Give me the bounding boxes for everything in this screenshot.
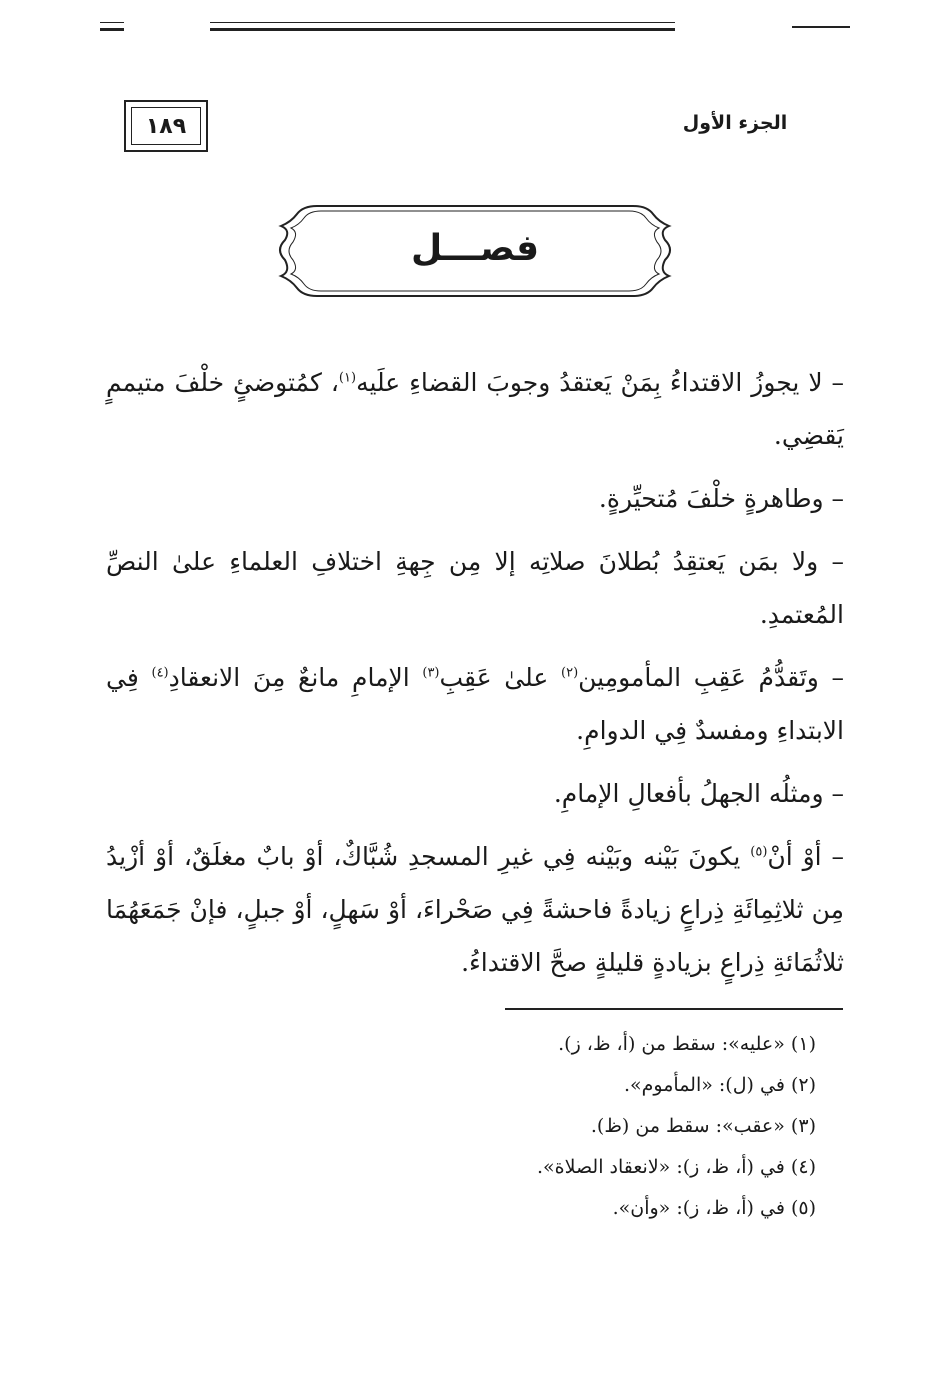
paragraph-text: – ومثلُه الجهلُ بأفعالِ الإمامِ.	[553, 779, 844, 808]
footnote: (٥) في (أ، ظ، ز): «وأن».	[612, 1197, 816, 1219]
paragraph-text: الإمامِ مانعٌ مِنَ الانعقادِ	[168, 663, 423, 692]
header-rule-middle-thin	[210, 22, 675, 23]
paragraph-text: يكونَ بَيْنه وبَيْنه فِي غيرِ المسجدِ شُبَّاكٌ، أوْ بابٌ مغلَقٌ، أوْ أزْيدُ مِن ثلاثِمِائَةِ ذِراعٍ زيادةً فاحشةً فِي صَحْراءَ، أوْ سَهلٍ، أوْ جبلٍ، فإنْ جَمَعَهُمَا ثلاثُمَائةِ ذِراعٍ بزيادةٍ قليلةٍ صحَّ الاقتداءُ.	[106, 842, 844, 977]
paragraph-text: – لا يجوزُ الاقتداءُ بِمَنْ يَعتقدُ وجوبَ القضاءِ علَيه	[356, 368, 845, 397]
footnote-marker: (٤)	[151, 665, 169, 681]
paragraph-text: ، كمُتوضئٍ خلْفَ متيممٍ يَقضِي.	[106, 368, 844, 450]
header-rule-left-thin	[100, 22, 124, 23]
page-number: ١٨٩	[131, 107, 201, 145]
page-number-box	[124, 100, 208, 152]
paragraph-text: – وتَقدُّمُ عَقِبِ المأمومِين	[578, 663, 844, 692]
paragraph-text: – أوْ أنْ	[767, 842, 845, 871]
paragraph	[106, 535, 844, 641]
paragraph	[106, 356, 844, 462]
header-rule-right	[792, 26, 850, 28]
paragraph-text: – وطاهرةٍ خلْفَ مُتحيِّرةٍ.	[598, 484, 844, 513]
footnote-marker: (١)	[338, 370, 357, 386]
paragraph-text: فِي الابتداءِ ومفسدٌ فِي الدوامِ.	[106, 663, 844, 745]
footnotes	[300, 1024, 816, 1229]
footnote-marker: (٢)	[561, 665, 579, 681]
running-title: الجزء الأول	[682, 112, 788, 134]
header-rule-left-thick	[100, 28, 124, 31]
footnote-separator	[505, 1008, 843, 1010]
main-text	[106, 356, 844, 999]
section-title: فصـــل	[410, 228, 540, 269]
footnote: (١) «عليه»: سقط من (أ، ظ، ز).	[558, 1033, 816, 1055]
paragraph-text: – ولا بمَن يَعتقِدُ بُطلانَ صلاتِه إلا مِن جِهةِ اختلافِ العلماءِ علىٰ النصِّ المُعتمدِ.	[106, 547, 844, 629]
header-rule-middle-thick	[210, 28, 675, 31]
paragraph	[106, 651, 844, 757]
footnote-marker: (٥)	[750, 844, 768, 860]
paragraph	[106, 830, 844, 989]
footnote: (٤) في (أ، ظ، ز): «لانعقاد الصلاة».	[536, 1156, 816, 1178]
footnote-marker: (٣)	[422, 665, 440, 681]
paragraph	[106, 767, 844, 820]
paragraph	[106, 472, 844, 525]
footnote: (٣) «عقب»: سقط من (ظ).	[590, 1115, 816, 1137]
footnote: (٢) في (ل): «المأموم».	[623, 1074, 816, 1096]
paragraph-text: علىٰ عَقِبِ	[439, 663, 562, 692]
